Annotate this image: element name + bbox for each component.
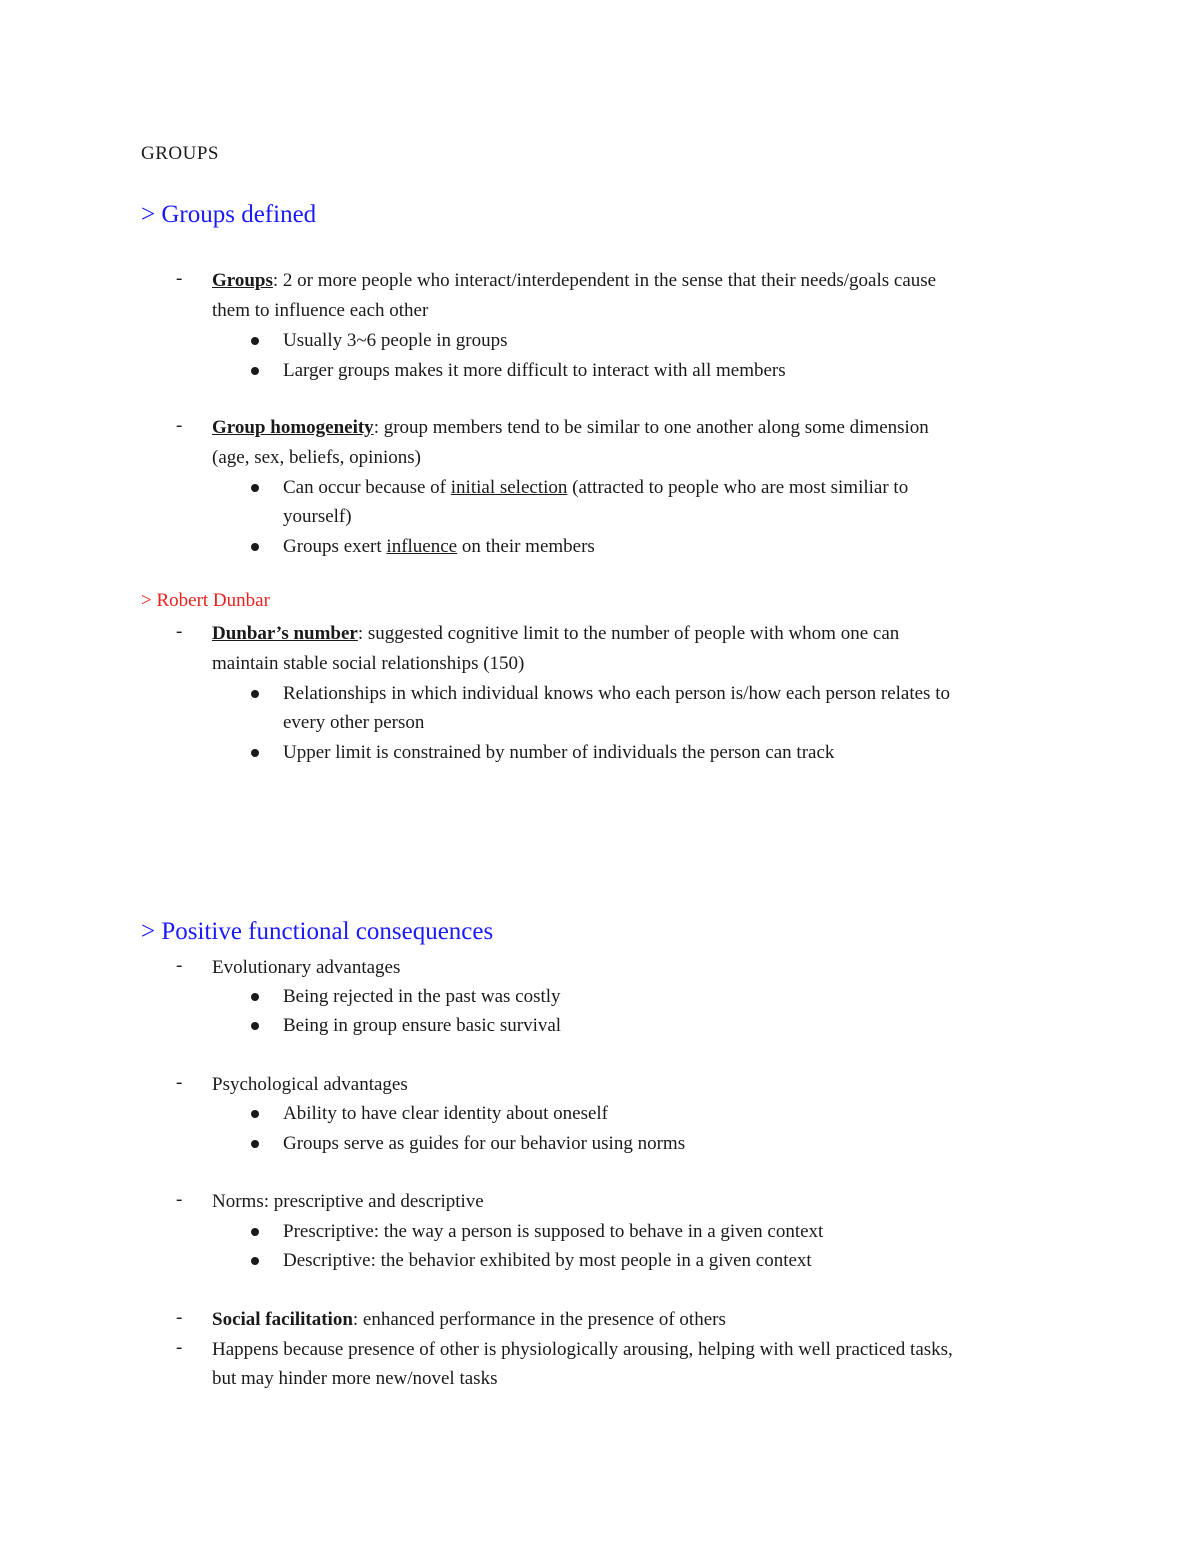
bullet-text: (attracted to people who are most similiar to — [567, 477, 909, 498]
bullet-relationships-line2: every other person — [283, 712, 425, 733]
dash-marker: - — [176, 415, 183, 436]
bullet-clear-identity: Ability to have clear identity about oneself — [283, 1103, 609, 1124]
groups-definition-line1 — [212, 266, 936, 296]
bullet-dot — [251, 690, 259, 698]
bullet-groups-exert-influence — [283, 532, 595, 562]
bullet-dot — [251, 484, 259, 492]
bullet-guides-norms: Groups serve as guides for our behavior using norms — [283, 1133, 686, 1154]
underlined-initial-selection: initial selection — [450, 477, 568, 498]
bullet-larger-groups: Larger groups makes it more difficult to interact with all members — [283, 360, 786, 381]
happens-because-line1: Happens because presence of other is physiologically arousing, helping with well practiced tasks, — [212, 1339, 953, 1360]
dash-marker: - — [176, 955, 183, 976]
groups-definition-line2: them to influence each other — [212, 300, 429, 321]
heading-robert-dunbar: > Robert Dunbar — [141, 590, 270, 611]
bullet-dot — [251, 337, 259, 345]
dunbar-number-line2: maintain stable social relationships (150) — [212, 653, 525, 674]
social-facilitation-text: : enhanced performance in the presence of others — [352, 1309, 726, 1330]
homogeneity-line1 — [212, 413, 929, 443]
bullet-initial-selection-line2: yourself) — [283, 506, 352, 527]
dash-marker: - — [176, 621, 183, 642]
bullet-dot — [251, 367, 259, 375]
happens-because-line2: but may hinder more new/novel tasks — [212, 1368, 498, 1389]
bullet-text: Groups exert — [283, 536, 387, 557]
bullet-dot — [251, 1140, 259, 1148]
underlined-influence: influence — [386, 536, 458, 557]
term-groups: Groups — [212, 270, 273, 291]
dunbar-number-text: : suggested cognitive limit to the number of people with whom one can — [357, 623, 900, 644]
term-social-facilitation: Social facilitation — [212, 1309, 353, 1330]
dash-marker: - — [176, 1337, 183, 1358]
bullet-dot — [251, 1110, 259, 1118]
groups-definition-text: : 2 or more people who interact/interdependent in the sense that their needs/goals cause — [272, 270, 937, 291]
term-dunbars-number: Dunbar’s number — [212, 623, 358, 644]
evolutionary-advantages: Evolutionary advantages — [212, 957, 401, 978]
social-facilitation — [212, 1305, 726, 1335]
bullet-text: on their members — [457, 536, 595, 557]
bullet-rejected-costly: Being rejected in the past was costly — [283, 986, 561, 1007]
dash-marker: - — [176, 1072, 183, 1093]
term-group-homogeneity: Group homogeneity — [212, 417, 374, 438]
bullet-group-size: Usually 3~6 people in groups — [283, 330, 508, 351]
psychological-advantages: Psychological advantages — [212, 1074, 408, 1095]
bullet-dot — [251, 1022, 259, 1030]
bullet-descriptive: Descriptive: the behavior exhibited by most people in a given context — [283, 1250, 812, 1271]
dash-marker: - — [176, 1307, 183, 1328]
bullet-dot — [251, 993, 259, 1001]
bullet-initial-selection — [283, 473, 908, 503]
bullet-dot — [251, 749, 259, 757]
document-title: GROUPS — [141, 143, 219, 164]
bullet-text: Can occur because of — [283, 477, 451, 498]
dunbar-number-line1 — [212, 619, 899, 649]
bullet-prescriptive: Prescriptive: the way a person is supposed to behave in a given context — [283, 1221, 824, 1242]
dash-marker: - — [176, 268, 183, 289]
heading-groups-defined: > Groups defined — [141, 201, 317, 228]
homogeneity-line2: (age, sex, beliefs, opinions) — [212, 447, 421, 468]
heading-positive-consequences: > Positive functional consequences — [141, 918, 494, 945]
bullet-basic-survival: Being in group ensure basic survival — [283, 1015, 562, 1036]
bullet-upper-limit: Upper limit is constrained by number of individuals the person can track — [283, 742, 835, 763]
homogeneity-text: : group members tend to be similar to one another along some dimension — [373, 417, 929, 438]
bullet-relationships: Relationships in which individual knows who each person is/how each person relates to — [283, 683, 950, 704]
bullet-dot — [251, 1257, 259, 1265]
bullet-dot — [251, 543, 259, 551]
dash-marker: - — [176, 1189, 183, 1210]
bullet-dot — [251, 1228, 259, 1236]
norms-label: Norms: prescriptive and descriptive — [212, 1191, 484, 1212]
